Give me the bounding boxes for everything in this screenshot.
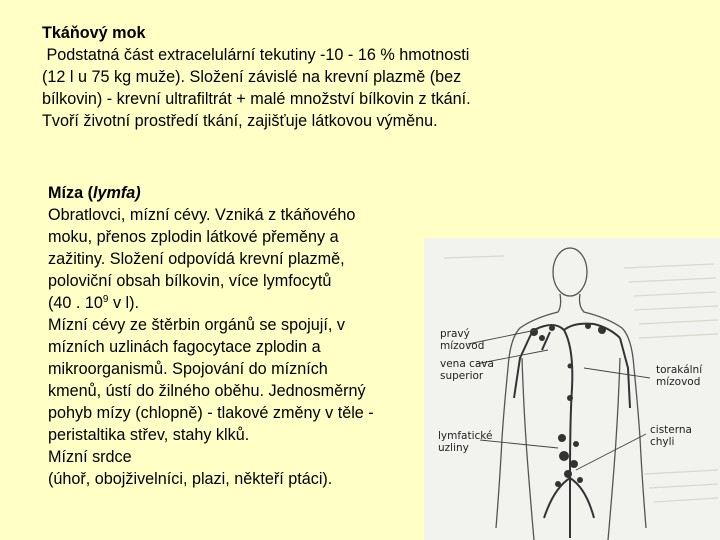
lymph-line-4: poloviční obsah bílkovin, více lymfocytů	[48, 272, 332, 290]
label-right-lymph-duct	[440, 328, 484, 352]
label-lymph-nodes-line-1: lymfatické	[438, 430, 493, 442]
lymphatic-body-drawing	[424, 238, 720, 540]
lymph-title-italic: lymfa)	[92, 184, 141, 202]
lymph-line-6: mízních uzlinách fagocytace zplodin a	[48, 338, 321, 356]
tissue-fluid-line-2: (12 l u 75 kg muže). Složení závislé na krevní plazmě (bez	[42, 68, 462, 86]
tissue-fluid-line-4: Tvoří životní prostředí tkání, zajišťuje látkovou výměnu.	[42, 112, 438, 130]
lymph-line-10: peristaltika střev, stahy klků.	[48, 426, 250, 444]
label-vena-cava-line-1: vena cava	[440, 358, 494, 370]
label-right-lymph-duct-line-1: pravý	[440, 328, 470, 340]
count-suffix: v l).	[108, 294, 140, 312]
label-vena-cava-line-2: superior	[440, 370, 484, 382]
label-thoracic-duct-line-1: torakální	[656, 364, 703, 376]
label-vena-cava	[440, 358, 494, 382]
lymph-line-5: Mízní cévy ze štěrbin orgánů se spojují, v	[48, 316, 345, 334]
lymph-line-3: zažitiny. Složení odpovídá krevní plazmě,	[48, 250, 345, 268]
label-thoracic-duct-line-2: mízovod	[656, 376, 701, 388]
tissue-fluid-section	[42, 22, 682, 132]
label-cisterna-chyli-line-1: cisterna	[650, 424, 692, 436]
lymph-line-8: kmenů, ústí do žilného oběhu. Jednosměrný	[48, 382, 366, 400]
lymphatic-system-figure	[424, 238, 720, 540]
label-thoracic-duct	[656, 364, 702, 388]
lymphocyte-count	[48, 292, 428, 314]
lymph-line-2: moku, přenos zplodin látkové přeměny a	[48, 228, 339, 246]
lymph-section	[48, 182, 428, 490]
label-right-lymph-duct-line-2: mízovod	[440, 340, 485, 352]
count-prefix: (40 . 10	[48, 294, 103, 312]
lymph-title-main: Míza (	[48, 184, 93, 202]
lymph-line-12: (úhoř, obojživelníci, plazi, někteří ptáci).	[48, 470, 333, 488]
lymph-line-1: Obratlovci, mízní cévy. Vzniká z tkáňového	[48, 206, 356, 224]
label-cisterna-chyli-line-2: chyli	[650, 436, 675, 448]
count-exponent: 9	[102, 294, 109, 305]
lymph-title	[48, 182, 428, 204]
label-cisterna-chyli	[650, 424, 692, 448]
lymph-line-9: pohyb mízy (chlopně) - tlakové změny v těle -	[48, 404, 374, 422]
tissue-fluid-line-1: Podstatná část extracelulární tekutiny -10 - 16 % hmotnosti	[42, 46, 470, 64]
tissue-fluid-line-3: bílkovin) - krevní ultrafiltrát + malé množství bílkovin z tkání.	[42, 90, 471, 108]
lymph-line-7: mikroorganismů. Spojování do mízních	[48, 360, 328, 378]
label-lymph-nodes-line-2: uzliny	[438, 442, 469, 454]
lymph-line-11: Mízní srdce	[48, 448, 132, 466]
label-lymph-nodes	[438, 430, 492, 454]
tissue-fluid-title: Tkáňový mok	[42, 24, 146, 42]
